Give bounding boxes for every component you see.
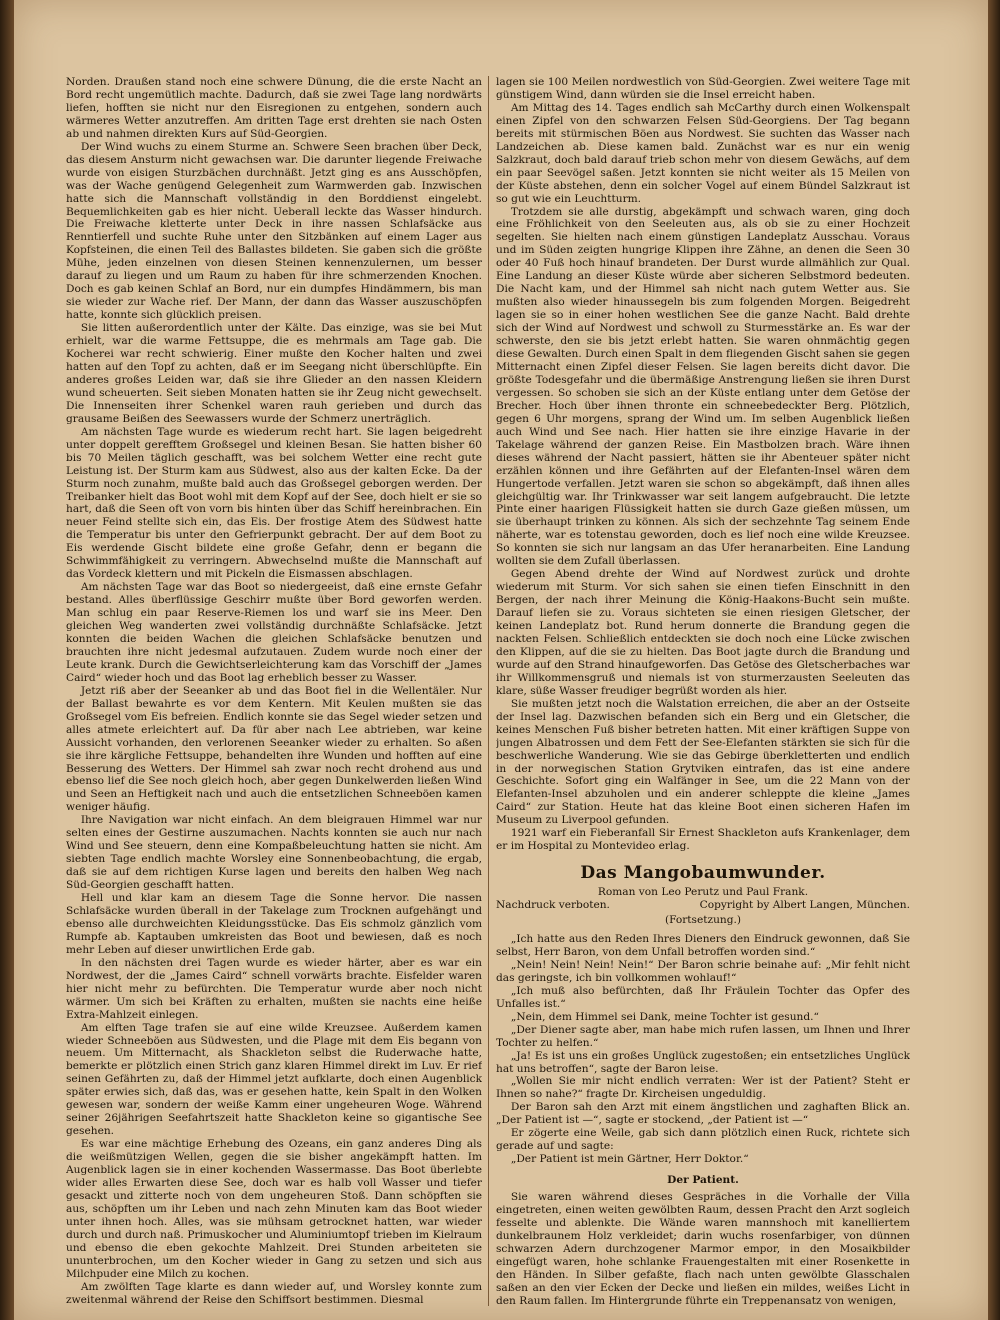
section-heading: Der Patient.: [667, 1174, 739, 1187]
page-edge-right: [988, 0, 1000, 1320]
paragraph: Sie waren während dieses Gespräches in die Vorhalle der Villa eingetreten, einen weiten gewölbten Raum, dessen Pracht den Arzt sogleich fesselte und ablenkte. Die Wände waren mannshoch mit kanelliertem dunkelbraunem Holz verkleidet; darin wuchs rosenfarbiger, von dünnen schwarzen Adern durchzogener Marmor empor, in den Mosaikbilder eingefügt waren, hohe schlanke Frauengestalten mit einer Rosenkette in den Händen. In Silber gefaßte, flach nach unten gewölbte Glasschalen saßen an den vier Ecken der Decke und ließen ein mildes, weißes Licht in den Raum fallen. Im Hintergrunde führte ein Treppenansatz von wenigen,: [496, 1191, 910, 1306]
paragraph: Der Wind wuchs zu einem Sturme an. Schwere Seen brachen über Deck, das diesem Ansturm nicht gewachsen war. Die darunter liegende Freiwache wurde von eisigen Sturzbächen durchnäßt. Jetzt ging es ans Ausschöpfen, was der Wache genügend Gelegenheit zum Warmwerden gab. Inzwischen hatte sich die Mannschaft vollständig in den Borddienst eingelebt. Bequemlichkeiten gab es hier nicht. Ueberall leckte das Wasser hindurch. Die Freiwache kletterte unter Deck in ihre nassen Schlafsäcke aus Renntierfell und suchte Ruhe unter den Sitzbänken auf einem Lager aus Kopfsteinen, die einen Teil des Ballastes bildeten. Sie gaben sich die größte Mühe, jeden einzelnen von diesen Steinen kennenzulernen, um besser darauf zu liegen und um Raum zu haben für ihre schmerzenden Knochen. Doch es gab keinen Schlaf an Bord, nur ein dumpfes Hindämmern, bis man sie wieder zur Wache rief. Der Mann, der dann das Wasser auszuschöpfen hatte, konnte sich glücklich preisen.: [66, 140, 482, 322]
paragraph: Am Mittag des 14. Tages endlich sah McCarthy durch einen Wolkenspalt einen Zipfel von den schwarzen Felsen Süd-Georgiens. Der Tag begann bereits mit stürmischen Böen aus Nordwest. Sie suchten das Wasser nach Landzeichen ab. Diese kamen bald. Zunächst war es nur ein wenig Salzkraut, doch bald darauf trieb schon mehr von diesem Gewächs, auf dem ein paar Seevögel saßen. Jetzt konnten sie nicht weiter als 15 Meilen von der Küste abstehen, denn ein solcher Vogel auf einem Bündel Salzkraut ist so gut wie ein Leuchtturm.: [496, 101, 910, 205]
paragraph: „Der Patient ist mein Gärtner, Herr Doktor.“: [510, 1153, 749, 1166]
paragraph: „Ja! Es ist uns ein großes Unglück zugestoßen; ein entsetzliches Unglück hat uns betroffen“, sagte der Baron leise.: [496, 1049, 910, 1075]
paragraph: „Nein! Nein! Nein! Nein!“ Der Baron schrie beinahe auf: „Mir fehlt nicht das geringste, ich bin vollkommen wohlauf!“: [496, 958, 910, 984]
paragraph: Ihre Navigation war nicht einfach. An dem bleigrauen Himmel war nur selten eines der Gestirne auszumachen. Nachts konnten sie auch nur nach Wind und See steuern, denn eine Kompaßbeleuchtung hatten sie nicht. Am siebten Tage endlich machte Worsley eine Sonnenbeobachtung, die ergab, daß sie auf dem richtigen Kurse lagen und bereits den halben Weg nach Süd-Georgien geschafft hatten.: [66, 814, 482, 892]
paragraph: Am nächsten Tage war das Boot so niedergeeist, daß eine ernste Gefahr bestand. Alles überflüssige Geschirr mußte über Bord geworfen werden. Man schlug ein paar Reserve-Riemen los und warf sie ins Meer. Den gleichen Weg wanderten zwei vollständig durchnäßte Schlafsäcke. Jetzt konnten die beiden Wachen die gleichen Schlafsäcke benutzen und brauchten ihre nicht jedesmal aufzutauen. Zudem wurde noch einer der Leute krank. Durch die Gewichtserleichterung kam das Vorschiff der „James Caird“ wieder hoch und das Boot lag erheblich besser zu Wasser.: [66, 581, 482, 684]
paragraph: Sie litten außerordentlich unter der Kälte. Das einzige, was sie bei Mut erhielt, war die warme Fettsuppe, die es mehrmals am Tage gab. Die Kocherei war recht schwierig. Einer mußte den Kocher halten und zwei hatten auf den Topf zu achten, daß er im Seegang nicht überschlüpfte. Ein anderes großes Leiden war, daß sie ihre Glieder an den nassen Kleidern wund scheuerten. Seit sieben Monaten hatten sie ihr Zeug nicht gewechselt. Die Innenseiten ihrer Schenkel waren rauh gerieben und durch das grausame Beißen des Seewassers wurde der Schmerz unerträglich.: [66, 322, 482, 425]
paragraph: Am nächsten Tage wurde es wiederum recht hart. Sie lagen beigedreht unter doppelt gerefftem Großsegel und kleinen Besan. Sie hatten bisher 60 bis 70 Meilen täglich geschafft, was bei solchem Wetter eine recht gute Leistung ist. Der Sturm kam aus Südwest, also aus der kalten Ecke. Da der Sturm noch zunahm, mußte bald auch das Großsegel geborgen werden. Der Treibanker hielt das Boot wohl mit dem Kopf auf der See, doch hielt er sie so hart, daß die Seen oft von vorn bis hinten über das Schiff hereinbrachen. Ein neuer Feind stellte sich ein, das Eis. Der frostige Atem des Südwest hatte die Temperatur bis unter den Gefrierpunkt gebracht. Der auf dem Boot zu Eis werdende Gischt bildete eine große Gefahr, denn er begann die Schwimmfähigkeit zu verringern. Abwechselnd mußte die Mannschaft auf das Vordeck klettern und mit Pickeln die Eismassen abschlagen.: [66, 425, 482, 581]
paragraph: „Wollen Sie mir nicht endlich verraten: Wer ist der Patient? Steht er Ihnen so nahe?“ fragte Dr. Kircheisen ungeduldig.: [496, 1075, 910, 1101]
paragraph: Gegen Abend drehte der Wind auf Nordwest zurück und drohte wiederum mit Sturm. Vor sich sahen sie einen tiefen Einschnitt in den Bergen, der nach ihrer Meinung die König-Haakons-Bucht sein mußte. Darauf liefen sie zu. Voraus sichteten sie einen riesigen Gletscher, der keinen Landeplatz bot. Rund herum donnerte die Brandung gegen die nackten Felsen. Schließlich entdeckten sie doch noch eine Lücke zwischen den Klippen, auf die sie zu hielten. Das Boot jagte durch die Brandung und wurde auf den Strand hinaufgeworfen. Das Getöse des Gletscherbaches war ihr Willkommensgruß und niemals ist von sturmerzausten Seeleuten das klare, süße Wasser freudiger begrüßt worden als hier.: [496, 568, 910, 697]
copyright-notice: Copyright by Albert Langen, München.: [699, 899, 910, 912]
paragraph: Jetzt riß aber der Seeanker ab und das Boot fiel in die Wellentäler. Nur der Ballast bewahrte es vor dem Kentern. Mit Keulen mußten sie das Großsegel vom Eis befreien. Endlich konnte sie das Segel wieder setzen und alles atmete erleichtert auf. Da für aber nach Lee abtrieben, war keine Aussicht vorhanden, den verlorenen Seeanker wieder zu erhalten. So aßen sie ihre kärgliche Fettsuppe, behandelten ihre Wunden und hofften auf eine Besserung des Wetters. Der Himmel sah zwar noch recht drohend aus und ebenso lief die See noch gleich hoch, aber gegen Dunkelwerden ließen Wind und Seen an Heftigkeit nach und auch die entsetzlichen Schneeböen kamen weniger häufig.: [66, 684, 482, 814]
column-divider: [488, 76, 489, 1306]
paragraph: Er zögerte eine Weile, gab sich dann plötzlich einen Ruck, richtete sich gerade auf und sagte:: [496, 1127, 910, 1153]
novel-authors: Roman von Leo Perutz und Paul Frank.: [597, 886, 809, 899]
paragraph: Sie mußten jetzt noch die Walstation erreichen, die aber an der Ostseite der Insel lag. Dazwischen befanden sich ein Berg und ein Gletscher, die keines Menschen Fuß bisher betreten hatten. Mit einer kräftigen Suppe von jungen Albatrossen und dem Fett der See-Elefanten stärkten sie sich für die beschwerliche Wanderung. Wie sie das Gebirge überkletterten und endlich in der norwegischen Station Grytviken eintrafen, das ist eine andere Geschichte. Sofort ging ein Walfänger in See, um die 22 Mann von der Elefanten-Insel abzuholen und ein anderer schleppte die kleine „James Caird“ zur Station. Heute hat das kleine Boot einen sicheren Hafen im Museum zu Liverpool gefunden.: [496, 697, 910, 827]
newspaper-page: [14, 0, 988, 1320]
paragraph: Norden. Draußen stand noch eine schwere Dünung, die die erste Nacht an Bord recht ungemütlich machte. Dadurch, daß sie zwei Tage lang nordwärts liefen, hofften sie nicht nur den Eisregionen zu entgehen, sondern auch wärmeres Wetter anzutreffen. Am dritten Tage erst drehten sie nach Osten ab und nahmen direkten Kurs auf Süd-Georgien.: [66, 76, 482, 140]
paragraph: „Ich muß also befürchten, daß Ihr Fräulein Tochter das Opfer des Unfalles ist.“: [496, 984, 910, 1010]
right-column: [496, 76, 910, 1306]
paragraph: Hell und klar kam an diesem Tage die Sonne hervor. Die nassen Schlafsäcke wurden überall in der Takelage zum Trocknen aufgehängt und ebenso alle durchweichten Kleidungsstücke. Das Eis schmolz gänzlich vom Rumpfe ab. Kaptauben umkreisten das Boot und bewiesen, daß es noch mehr Leben auf dieser unwirtlichen Erde gab.: [66, 892, 482, 956]
novel-title: Das Mangobaumwunder.: [580, 863, 826, 884]
left-column: [66, 76, 482, 1306]
paragraph: „Nein, dem Himmel sei Dank, meine Tochter ist gesund.“: [510, 1010, 819, 1023]
reprint-notice: Nachdruck verboten.: [496, 899, 610, 912]
paragraph: Der Baron sah den Arzt mit einem ängstlichen und zaghaften Blick an. „Der Patient ist —“, sagte er stockend, „der Patient ist —“: [496, 1101, 910, 1127]
paragraph: „Der Diener sagte aber, man habe mich rufen lassen, um Ihnen und Ihrer Tochter zu helfen.“: [496, 1023, 910, 1049]
paragraph: Trotzdem sie alle durstig, abgekämpft und schwach waren, ging doch eine Fröhlichkeit von den Seeleuten aus, als ob sie zu einer Hochzeit segelten. Sie hielten nach einem günstigen Landeplatz Ausschau. Voraus und im Süden zeigten hungrige Klippen ihre Zähne, an denen die Seen 30 oder 40 Fuß hoch hinauf brandeten. Der Durst wurde allmählich zur Qual. Eine Landung an dieser Küste würde aber sicheren Selbstmord bedeuten. Die Nacht kam, und der Himmel sah nicht nach gutem Wetter aus. Sie mußten also wieder hinaussegeln bis zum folgenden Morgen. Beigedreht lagen sie so in einer hohen westlichen See die ganze Nacht. Bald drehte sich der Wind auf Nordwest und schwoll zu Sturmesstärke an. Es war der schwerste, den sie bis jetzt erlebt hatten. Sie waren ohnmächtig gegen diese Gewalten. Durch einen Spalt in dem fliegenden Gischt sahen sie gegen Mitternacht einen Zipfel dieser Felsen. Sie lagen bereits dicht davor. Die größte Todesgefahr und die übermäßige Anstrengung ließen sie ihren Durst vergessen. So schoben sie sich an der Küste entlang unter dem Getöse der Brecher. Hoch über ihnen thronte ein schneebedeckter Berg. Plötzlich, gegen 6 Uhr morgens, sprang der Wind um. Im selben Augenblick ließen auch Wind und See nach. Hier hatten sie ihre einzige Havarie in der Takelage während der ganzen Reise. Ein Mastbolzen brach. Wäre ihnen dieses während der Nacht passiert, hätten sie ihr Abenteuer später nicht erzählen können und ihre Gefährten auf der Elefanten-Insel wären dem Hungertode verfallen. Jetzt waren sie schon so abgekämpft, daß ihnen alles gleichgültig war. Ihr Trinkwasser war seit langem aufgebraucht. Die letzte Pinte einer haarigen Flüssigkeit hatten sie durch Gaze gießen müssen, um sie überhaupt trinken zu können. Als sich der sechzehnte Tag seinem Ende näherte, war es totenstau geworden, doch es lief noch eine wilde Kreuzsee. So konnten sie sich nur langsam an das Ufer heranarbeiten. Eine Landung wollten sie dem Zufall überlassen.: [496, 205, 910, 568]
paragraph: Es war eine mächtige Erhebung des Ozeans, ein ganz anderes Ding als die weißmützigen Wellen, gegen die sie bisher angekämpft hatten. Im Augenblick lagen sie in einer kochenden Wassermasse. Das Boot überlebte wider alles Erwarten diese See, doch war es halb voll Wasser und tiefer gesackt und zitterte noch von dem ungeheuren Stoß. Dann schöpften sie aus, schöpften um ihr Leben und nach zehn Minuten kam das Boot wieder unter ihnen hoch. Alles, was sie mühsam getrocknet hatten, war wieder durch und durch naß. Primuskocher und Aluminiumtopf trieben im Kielraum und ebenso die eben gekochte Mahlzeit. Drei Stunden arbeiteten sie ununterbrochen, um den Kocher wieder in Gang zu setzen und sich aus Milchpuder eine Milch zu kochen.: [66, 1138, 482, 1280]
paragraph: lagen sie 100 Meilen nordwestlich von Süd-Georgien. Zwei weitere Tage mit günstigem Wind, dann würden sie die Insel erreicht haben.: [496, 76, 910, 101]
paragraph: „Ich hatte aus den Reden Ihres Dieners den Eindruck gewonnen, daß Sie selbst, Herr Baron, von dem Unfall betroffen worden sind.“: [496, 933, 910, 958]
paragraph: Am elften Tage trafen sie auf eine wilde Kreuzsee. Außerdem kamen wieder Schneeböen aus Südwesten, und die Plage mit dem Eis begann von neuem. Um Mitternacht, als Shackleton selbst die Ruderwache hatte, bemerkte er plötzlich einen Strich ganz klaren Himmel direkt im Luv. Er rief seinen Gefährten zu, daß der Himmel jetzt aufklarte, doch einen Augenblick später erwies sich, daß das, was er gesehen hatte, kein Spalt in den Wolken gewesen war, sondern der weiße Kamm einer ungeheuren Woge. Während seiner 26jährigen Seefahrtszeit hatte Shackleton keine so gigantische See gesehen.: [66, 1021, 482, 1138]
continuation-note: (Fortsetzung.): [664, 914, 742, 927]
paragraph: Am zwölften Tage klarte es dann wieder auf, und Worsley konnte zum zweitenmal während der Reise den Schiffsort bestimmen. Diesmal: [66, 1280, 482, 1306]
page-edge-left: [0, 0, 14, 1320]
rights-line: [496, 899, 910, 912]
paragraph: 1921 warf ein Fieberanfall Sir Ernest Shackleton aufs Krankenlager, dem er im Hospital zu Montevideo erlag.: [496, 827, 910, 853]
paragraph: In den nächsten drei Tagen wurde es wieder härter, aber es war ein Nordwest, der die „James Caird“ schnell vorwärts brachte. Eisfelder waren hier nicht mehr zu befürchten. Die Temperatur wurde aber noch nicht wärmer. Um sich bei Kräften zu erhalten, mußten sie nachts eine heiße Extra-Mahlzeit einlegen.: [66, 956, 482, 1021]
